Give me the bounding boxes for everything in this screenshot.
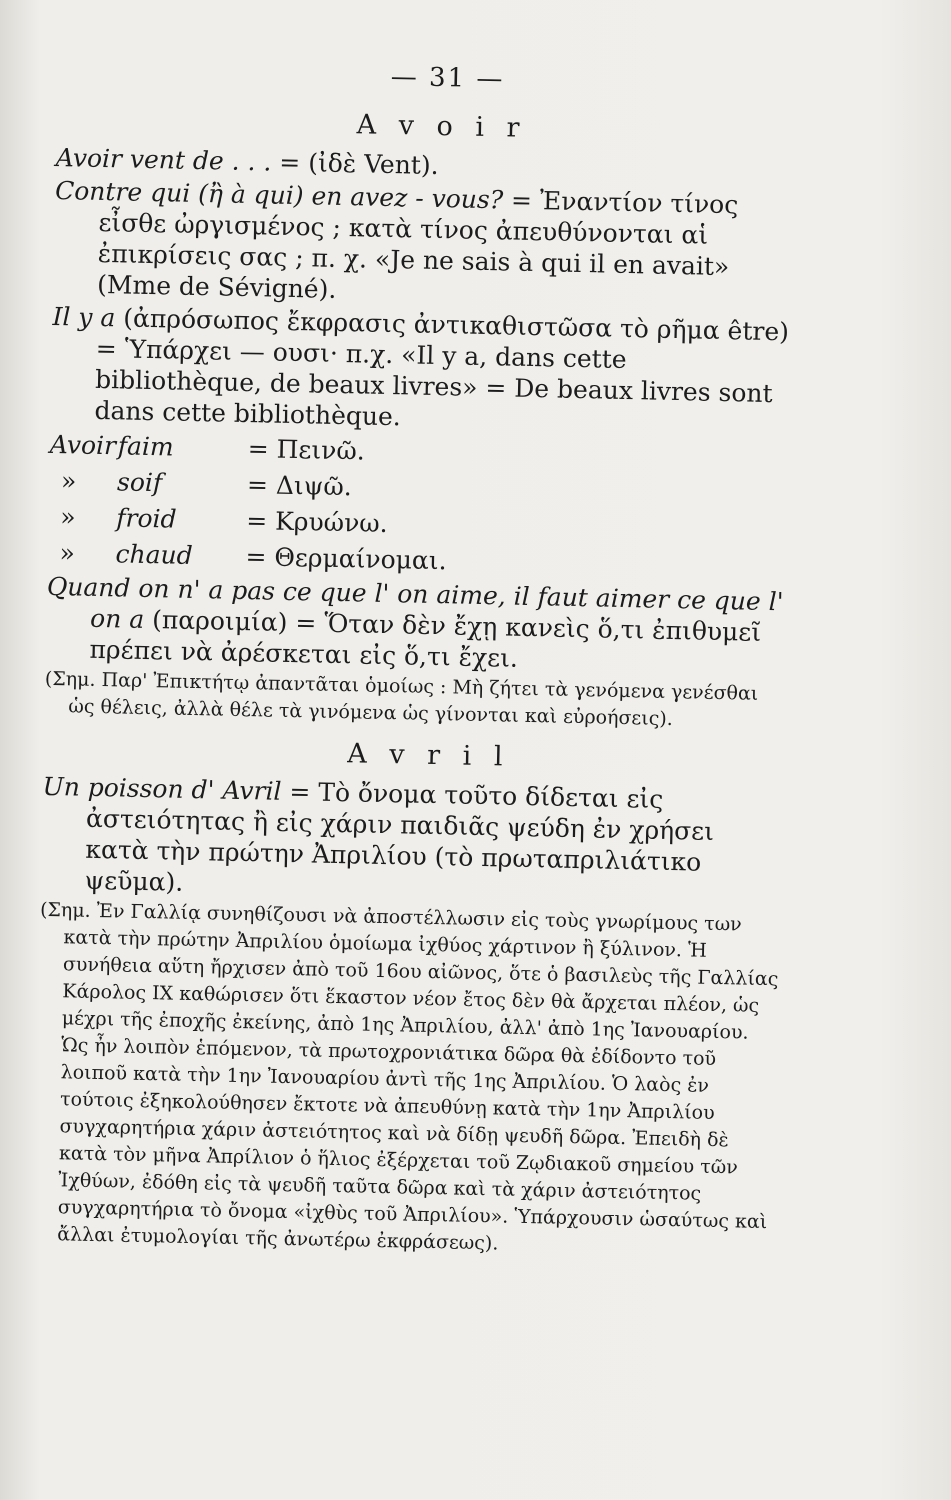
sub-entry-translation-gr: = Διψῶ. [246,470,353,502]
page-content [33,55,798,1275]
sub-entry-word-fr: froid [116,503,177,534]
entry-phrase-fr: Il y a [52,301,116,333]
sub-entry-word-fr: faim [117,431,174,462]
sub-entry-mark: » [60,502,76,532]
entry-phrase-fr: Un poisson d' Avril [42,771,282,806]
footnote [33,897,780,1263]
sub-entry-mark: » [59,538,76,568]
dictionary-entry [40,771,782,910]
page-number: — 31 — [390,61,505,95]
sub-entry-mark: » [60,466,77,496]
entry-translation-gr: = Ἐναντίον τίνος εἶσθε ὠργισμένος ; κατὰ τίνος ἀπευθύνονται αἱ ἐπικρίσεις σας ; π. χ. «Je ne sais à qui il en avait» (Mme de Sévigné). [96,185,739,304]
sub-entry-word-fr: chaud [115,539,193,570]
entry-phrase-fr: Contre qui (ἢ à qui) en avez - vous? [54,175,504,215]
entry-translation-gr: = Τὸ ὄνομα τοῦτο δίδεται εἰς ἀστειότητας ἢ εἰς χάριν παιδιᾶς ψεύδη ἐν χρήσει κατὰ τὴν πρώτην Ἀπριλίου (τὸ πρωταπριλιάτικο ψεῦμα). [84,776,715,897]
proverb-entry [45,571,787,679]
entry-phrase-fr: Avoir vent de . . . [55,142,272,177]
sub-entry-translation-gr: = Θερμαίνομαι. [245,542,447,576]
proverb-translation-gr: (παροιμία) = Ὅταν δὲν ἔχῃ κανεὶς ὅ,τι ἐπιθυμεῖ πρέπει νὰ ἀρέσκεται εἰς ὅ,τι ἔχει. [89,604,762,673]
dictionary-entry [50,301,792,440]
sub-entry-translation-gr: = Πεινῶ. [247,434,366,466]
proverb-fr: Quand on n' a pas ce que l' on aime, il faut aimer ce que l' on a [46,571,784,634]
footnote-text: (Σημ. Παρ' Ἐπικτήτῳ ἀπαντᾶται ὁμοίως : Μὴ ζήτει τὰ γενόμενα γενέσθαι ὡς θέλεις, ἀλλὰ θέλε τὰ γινόμενα ὡς γίνονται καὶ εὐροήσεις). [44,667,759,731]
section-title-avoir: A v o i r [356,109,527,144]
sub-entry-mark: Avoir [49,429,117,461]
sub-entry-translation-gr: = Κρυώνω. [245,506,388,539]
entry-translation-gr: (ἀπρόσωπος ἔκφρασις ἀντικαθιστῶσα τὸ ρῆμα être) = Ὑπάρχει — ουσι· π.χ. «Il y a, dans cette bibliothèque, de beaux livres» = De beaux livres sont dans cette bibliothèque. [94,303,790,432]
section-title-avril: A v r i l [346,738,510,773]
dictionary-entry [53,175,795,314]
sub-entry-word-fr: soif [116,467,163,498]
entry-translation-gr: = (ἰδὲ Vent). [271,147,439,180]
footnote-text: (Σημ. Ἐν Γαλλίᾳ συνηθίζουσι νὰ ἀποστέλλωσιν εἰς τοὺς γνωρίμους των κατὰ τὴν πρώτην Ἀπριλίου ὁμοίωμα ἰχθύος χάρτινον ἢ ξύλινον. Ἡ συνήθεια αὕτη ἤρχισεν ἀπὸ τοῦ 16ου αἰῶνος, ὅτε ὁ βασιλεὺς τῆς Γαλλίας Κάρολος IX καθώρισεν ὅτι ἕκαστον νέον ἔτος δὲν θὰ ἄρχεται πλέον, ὡς μέχρι τῆς ἐποχῆς ἐκείνης, ἀπὸ 1ης Ἀπριλίου, ἀλλ' ἀπὸ 1ης Ἰανουαρίου. Ὡς ἦν λοιπὸν ἑπόμενον, τὰ πρωτοχρονιάτικα δῶρα θὰ ἐδίδοντο τοῦ λοιποῦ κατὰ τὴν 1ην Ἰανουαρίου ἀντὶ τῆς 1ης Ἀπριλίου. Ὁ λαὸς ἐν τούτοις ἐξηκολούθησεν ἔκτοτε νὰ ἀπευθύνῃ κατὰ τὴν 1ην Ἀπριλίου συγχαρητήρια χάριν ἀστειότητος καὶ νὰ δίδῃ ψευδῆ δῶρα. Ἐπειδὴ δὲ κατὰ τὸν μῆνα Ἀπρίλιον ὁ ἥλιος ἐξέρχεται τοῦ Ζῳδιακοῦ σημείου τῶν Ἰχθύων, ἐδόθη εἰς τὰ ψευδῆ ταῦτα δῶρα καὶ τὰ χάριν ἀστειότητος συγχαρητήρια τὸ ὄνομα «ἰχθὺς τοῦ Ἀπριλίου». Ὑπάρχουσιν ὡσαύτως καὶ ἄλλαι ἐτυμολογίαι τῆς ἀνωτέρω ἐκφράσεως). [39,898,779,1255]
